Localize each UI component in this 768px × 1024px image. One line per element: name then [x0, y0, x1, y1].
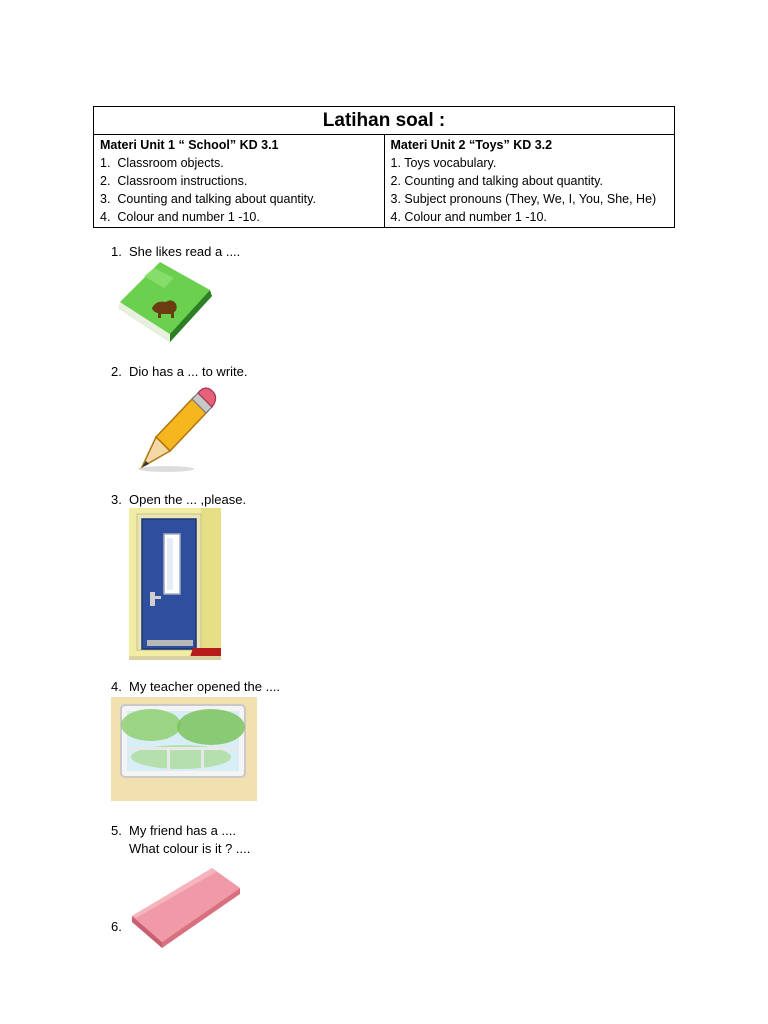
question-5: 5. My friend has a .... What colour is it ? .... — [111, 823, 251, 856]
unit2-item: 2. Counting and talking about quantity. — [390, 174, 603, 188]
unit1-item: 1. Classroom objects. — [100, 156, 224, 170]
window-icon — [111, 697, 257, 801]
eraser-icon — [128, 864, 244, 950]
unit2-item: 4. Colour and number 1 -10. — [390, 210, 547, 224]
worksheet-title: Latihan soal : — [94, 107, 675, 135]
unit1-item: 3. Counting and talking about quantity. — [100, 192, 316, 206]
unit1-item: 2. Classroom instructions. — [100, 174, 248, 188]
door-icon — [129, 508, 221, 660]
question-4: 4. My teacher opened the .... — [111, 679, 281, 694]
question-3: 3. Open the ... ,please. — [111, 492, 247, 507]
unit1-heading: Materi Unit 1 “ School” KD 3.1 — [100, 138, 279, 152]
book-icon — [114, 262, 218, 346]
unit2-item: 3. Subject pronouns (They, We, I, You, She, He) — [390, 192, 657, 206]
pencil-icon — [136, 385, 218, 473]
question-1: 1. She likes read a .... — [111, 244, 241, 259]
syllabus-table — [93, 106, 675, 228]
question-6: 6. — [111, 919, 122, 934]
question-5-followup: What colour is it ? .... — [129, 841, 251, 856]
unit2-heading: Materi Unit 2 “Toys” KD 3.2 — [390, 138, 553, 152]
unit1-item: 4. Colour and number 1 -10. — [100, 210, 260, 224]
unit1-cell — [94, 135, 385, 228]
question-2: 2. Dio has a ... to write. — [111, 364, 248, 379]
unit2-cell — [384, 135, 675, 228]
unit2-list — [391, 154, 669, 226]
unit2-item: 1. Toys vocabulary. — [390, 156, 497, 170]
unit1-list — [100, 154, 378, 226]
